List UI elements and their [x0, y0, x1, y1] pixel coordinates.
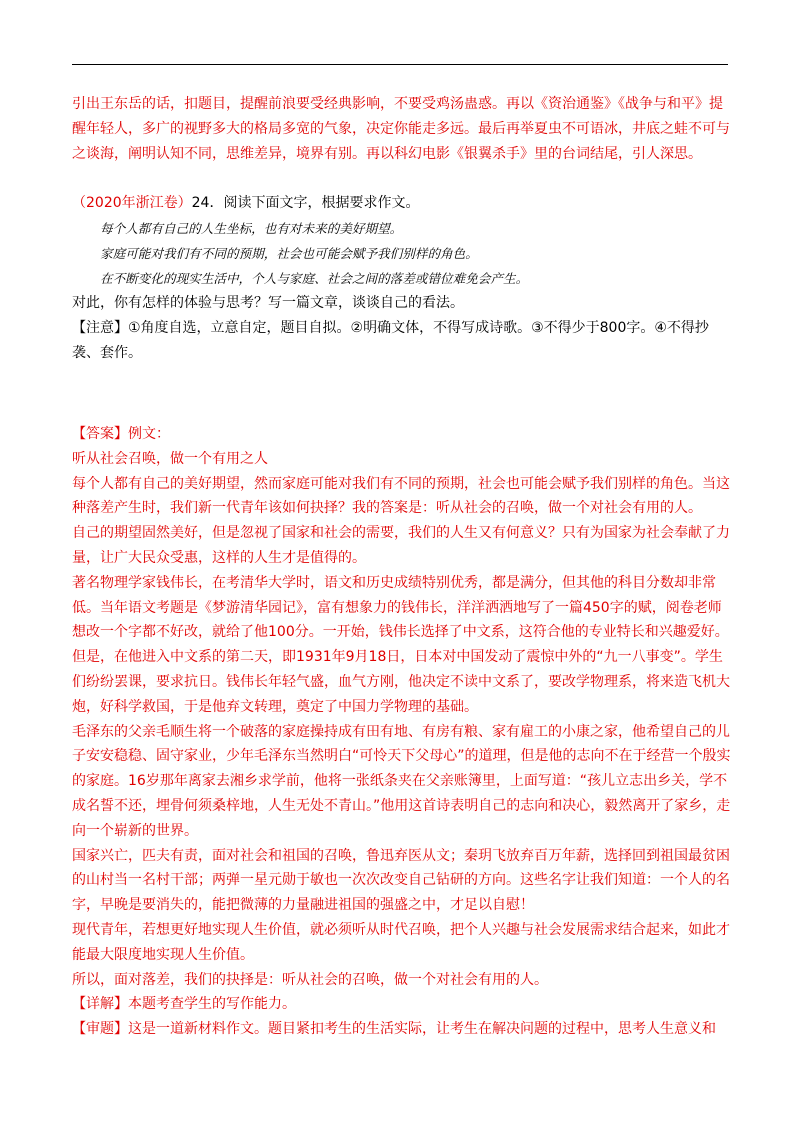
- question-note: 【注意】①角度自选，立意自定，题目自拟。②明确文体，不得写成诗歌。③不得少于800字。④不得抄袭、套作。: [72, 320, 709, 361]
- answer-block: [72, 422, 732, 1042]
- essay-paragraph-5: 国家兴亡，匹夫有责，面对社会和祖国的召唤，鲁迅弃医从文；秦玥飞放弃百万年薪，选择回到祖国最贫困的山村当一名村干部；两弹一星元勋于敏也一次次改变自己钻研的方向。这些名字让我们知道：一个人的名字，早晚是要消失的，能把微薄的力量融进祖国的强盛之中，才足以自慰！: [72, 847, 730, 914]
- essay-paragraph-4: 毛泽东的父亲毛顺生将一个破落的家庭操持成有田有地、有房有粮、家有雇工的小康之家，他希望自己的儿子安安稳稳、固守家业，少年毛泽东当然明白“可怜天下父母心”的道理，但是他的志向不在于经营一个殷实的家庭。16岁那年离家去湘乡求学前，他将一张纸条夹在父亲账簿里，上面写道：“孩儿立志出乡关，学不成名誓不还，埋骨何须桑梓地，人生无处不青山。”他用这首诗表明自己的志向和决心，毅然离开了家乡，走向一个崭新的世界。: [72, 723, 731, 839]
- material-line-3: 在不断变化的现实生活中，个人与家庭、社会之间的落差或错位难免会产生。: [100, 271, 529, 286]
- answer-label: 【答案】: [72, 426, 128, 442]
- review-line: [72, 1017, 732, 1042]
- essay-paragraph-6: 现代青年，若想更好地实现人生价值，就必须听从时代召唤，把个人兴趣与社会发展需求结合起来，如此才能最大限度地实现人生价值。: [72, 921, 730, 963]
- intro-paragraph: 引出王东岳的话，扣题目，提醒前浪要受经典影响，不要受鸡汤蛊惑。再以《资治通鉴》《战争与和平》提醒年轻人，多广的视野多大的格局多宽的气象，决定你能走多远。最后再举夏虫不可语冰，井底之蛙不可与之谈海，阐明认知不同，思维差异，境界有别。再以科幻电影《银翼杀手》里的台词结尾，引人深思。: [72, 96, 730, 162]
- question-block: [72, 191, 732, 366]
- material-line-1: 每个人都有自己的人生坐标，也有对未来的美好期望。: [100, 221, 403, 236]
- detail-text: 本题考查学生的写作能力。: [128, 996, 296, 1013]
- detail-label: 【详解】: [72, 996, 128, 1013]
- answer-heading: [72, 422, 732, 447]
- question-task: 对此，你有怎样的体验与思考？写一篇文章，谈谈自己的看法。: [72, 295, 464, 311]
- question-number: 24．: [191, 195, 224, 211]
- essay-title: 听从社会召唤，做一个有用之人: [72, 450, 268, 467]
- question-heading: [72, 191, 732, 216]
- question-source: （2020年浙江卷）: [72, 195, 192, 211]
- header-rule: [72, 64, 728, 65]
- essay-paragraph-1: 每个人都有自己的美好期望，然而家庭可能对我们有不同的预期，社会也可能会赋予我们别样的角色。当这种落差产生时，我们新一代青年该如何抉择？我的答案是：听从社会的召唤，做一个对社会有用的人。: [72, 475, 730, 517]
- review-label: 【审题】: [72, 1021, 128, 1038]
- review-text: 这是一道新材料作文。题目紧扣考生的生活实际，让考生在解决问题的过程中，思考人生意义和: [128, 1021, 716, 1038]
- question-prompt: 阅读下面文字，根据要求作文。: [223, 195, 420, 211]
- material-line-2: 家庭可能对我们有不同的预期，社会也可能会赋予我们别样的角色。: [100, 246, 478, 261]
- essay-paragraph-7: 所以，面对落差，我们的抉择是：听从社会的召唤，做一个对社会有用的人。: [72, 971, 548, 988]
- essay-paragraph-2: 自己的期望固然美好，但是忽视了国家和社会的需要，我们的人生又有何意义？只有为国家为社会奉献了力量，让广大民众受惠，这样的人生才是值得的。: [72, 525, 730, 566]
- detail-line: [72, 992, 732, 1017]
- essay-paragraph-3: 著名物理学家钱伟长，在考清华大学时，语文和历史成绩特别优秀，都是满分，但其他的科目分数却非常低。当年语文考题是《梦游清华园记》，富有想象力的钱伟长，洋洋洒洒地写了一篇450字的赋，阅卷老师想改一个字都不好改，就给了他100分。一开始，钱伟长选择了中文系，这符合他的专业特长和兴趣爱好。但是，在他进入中文系的第二天，即1931年9月18日，日本对中国发动了震惊中外的“九一八事变”。学生们纷纷罢课，要求抗日。钱伟长年轻气盛，血气方刚，他决定不读中文系了，要改学物理系，将来造飞机大炮，好科学救国，于是他弃文转理，奠定了中国力学物理的基础。: [72, 574, 730, 715]
- answer-label-rest: 例文：: [128, 426, 170, 442]
